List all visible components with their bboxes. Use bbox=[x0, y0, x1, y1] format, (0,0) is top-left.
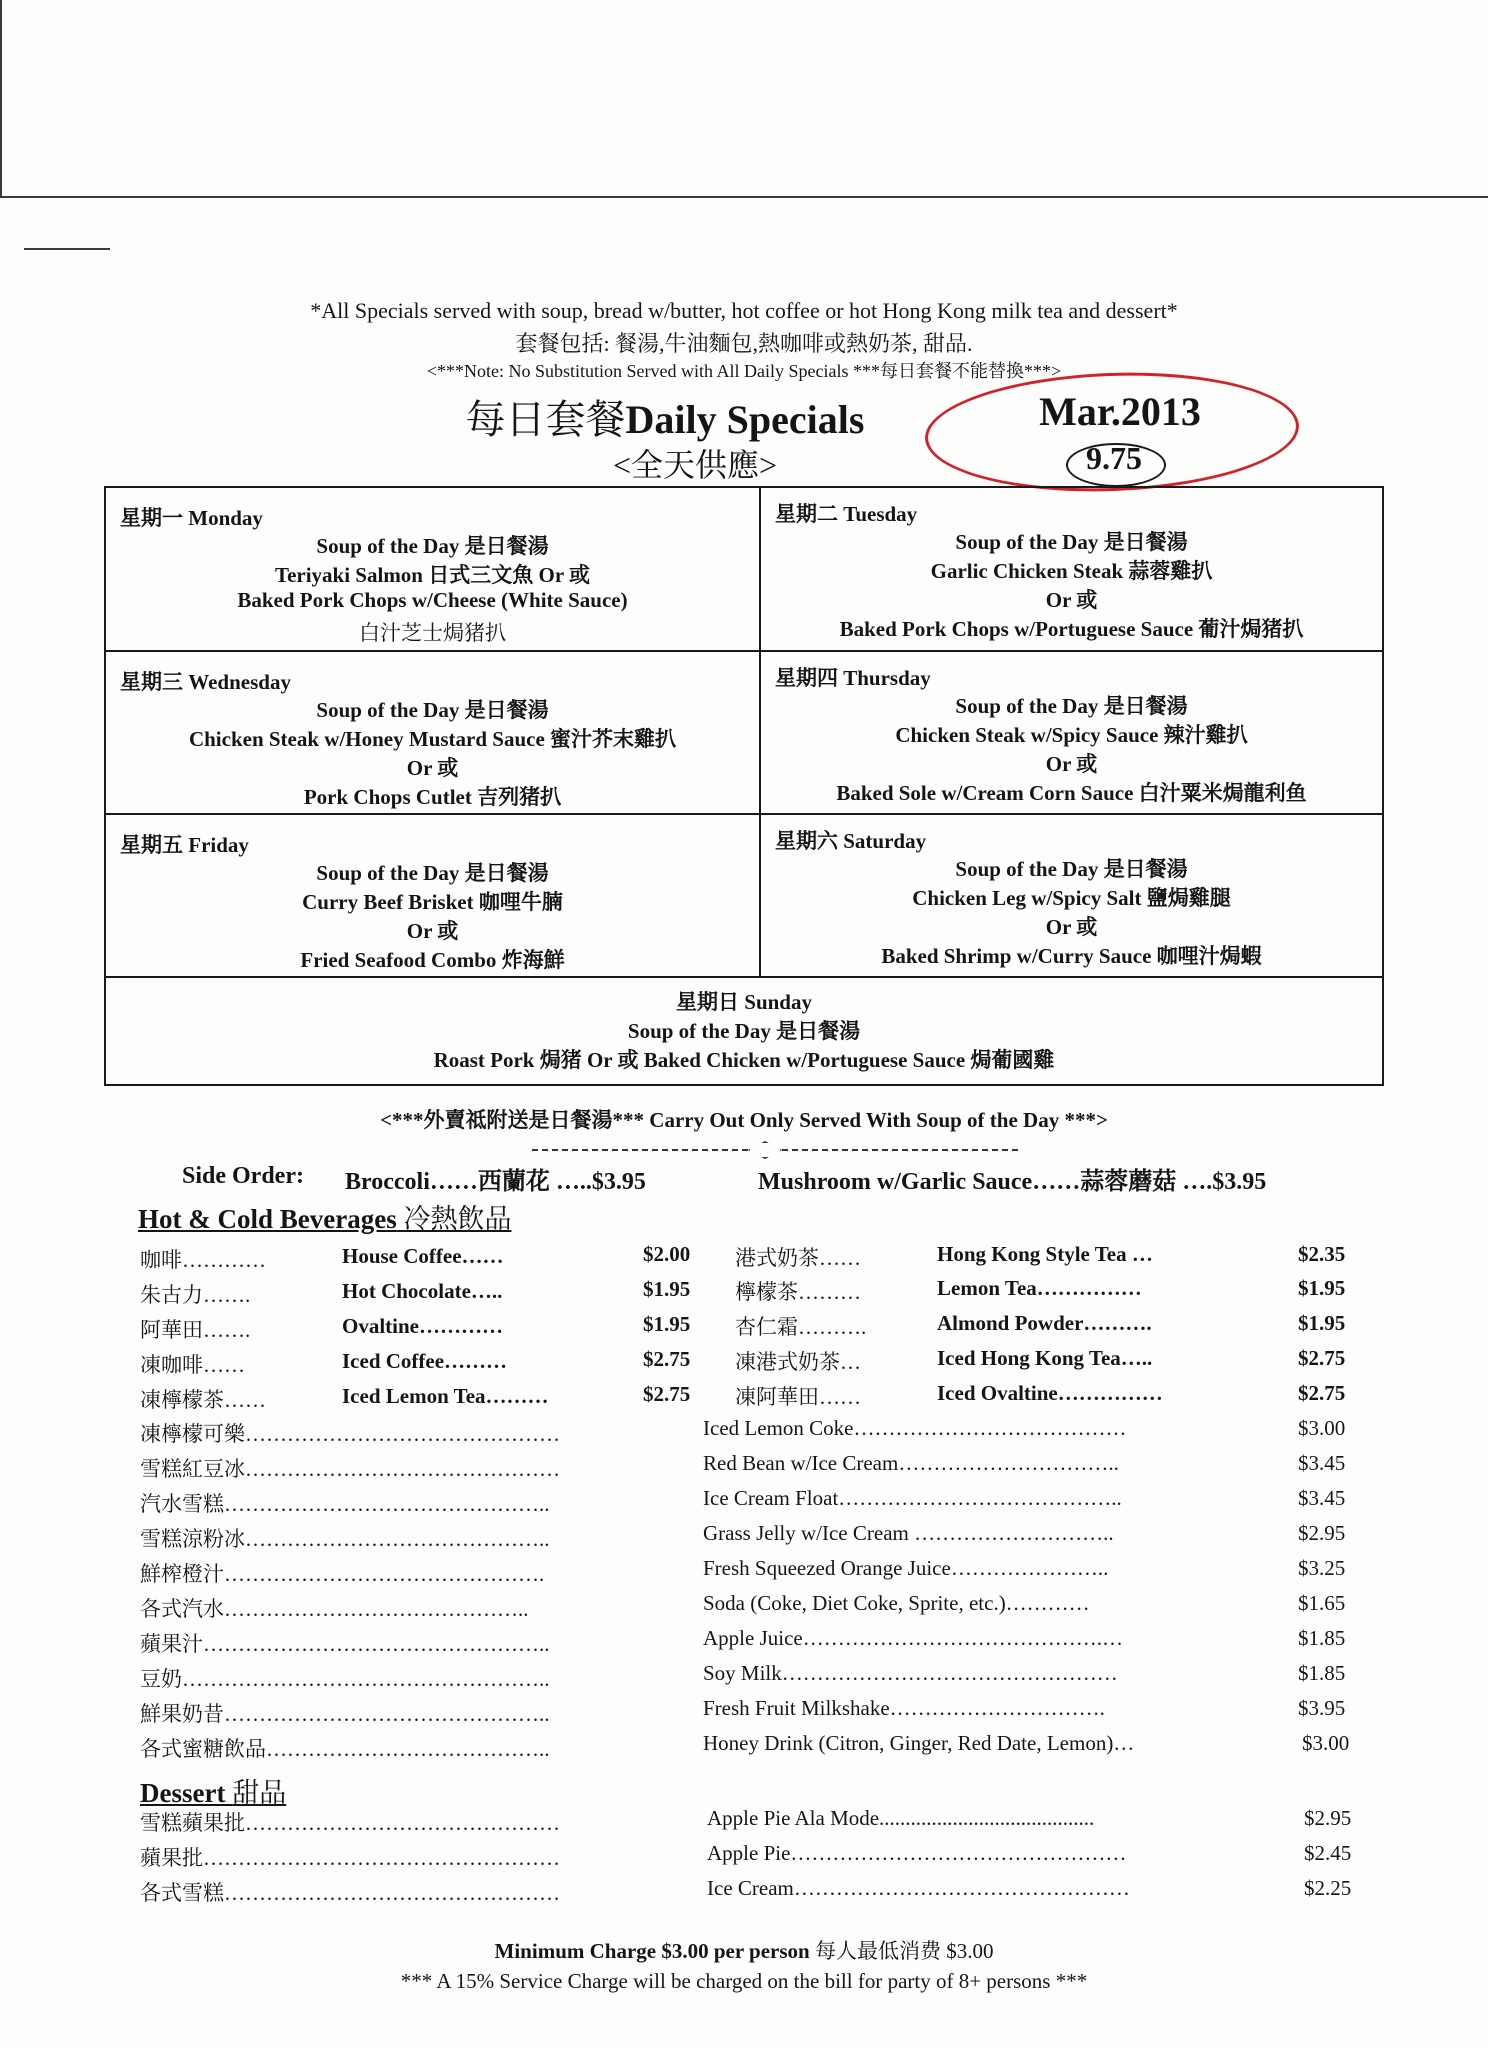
beverage-price: $2.75 bbox=[1298, 1346, 1346, 1370]
beverage-cn: 鮮榨橙汁………………………………………. bbox=[140, 1562, 545, 1586]
beverage-cn: 凍阿華田…… bbox=[735, 1385, 861, 1409]
special-line: Chicken Steak w/Spicy Sauce 辣汁雞扒 bbox=[895, 723, 1248, 747]
special-thursday bbox=[761, 652, 1382, 813]
day-label: 星期日 Sunday bbox=[676, 990, 812, 1014]
beverage-en: Iced Lemon Tea……… bbox=[342, 1384, 549, 1408]
special-line: Or 或 bbox=[1045, 588, 1098, 612]
special-line: Pork Chops Cutlet 吉列猪扒 bbox=[303, 785, 562, 809]
special-line: Or 或 bbox=[1045, 915, 1098, 939]
beverage-cn: 鮮果奶昔……………………………………….. bbox=[140, 1702, 550, 1726]
beverage-en: Fresh Squeezed Orange Juice………………….. bbox=[703, 1556, 1109, 1580]
beverage-cn: 阿華田……. bbox=[140, 1318, 251, 1342]
beverage-en: Fresh Fruit Milkshake…………………………. bbox=[703, 1696, 1105, 1720]
beverage-price: $2.75 bbox=[1298, 1381, 1346, 1405]
special-line: Or 或 bbox=[406, 919, 459, 943]
dessert-price: $2.95 bbox=[1304, 1806, 1352, 1830]
dessert-heading-cn: 甜品 bbox=[232, 1778, 287, 1808]
special-line: Baked Pork Chops w/Portuguese Sauce 葡汁焗猪扒 bbox=[839, 617, 1304, 641]
beverage-price: $3.00 bbox=[1298, 1416, 1346, 1440]
special-friday bbox=[106, 815, 759, 976]
beverage-cn: 豆奶…………………………………………….. bbox=[140, 1667, 550, 1691]
beverage-price: $2.35 bbox=[1298, 1242, 1346, 1266]
intro-line-3: <***Note: No Substitution Served with All Daily Specials ***每日套餐不能替換***> bbox=[426, 361, 1062, 381]
beverage-price: $3.00 bbox=[1302, 1731, 1350, 1755]
beverage-price: $1.95 bbox=[643, 1277, 691, 1301]
dessert-price: $2.25 bbox=[1304, 1876, 1352, 1900]
beverage-price: $1.95 bbox=[643, 1312, 691, 1336]
beverages-heading-cn: 冷熱飲品 bbox=[403, 1204, 512, 1234]
scan-edge-line bbox=[0, 196, 1488, 198]
beverage-en: Iced Ovaltine…………… bbox=[937, 1381, 1163, 1405]
special-line: Soup of the Day 是日餐湯 bbox=[955, 857, 1188, 881]
beverage-price: $1.85 bbox=[1298, 1626, 1346, 1650]
beverage-en: Iced Coffee……… bbox=[342, 1349, 508, 1373]
special-line: Soup of the Day 是日餐湯 bbox=[316, 861, 549, 885]
special-line: Soup of the Day 是日餐湯 bbox=[955, 694, 1188, 718]
special-line: Or 或 bbox=[406, 756, 459, 780]
special-tuesday bbox=[761, 488, 1382, 650]
beverage-price: $2.75 bbox=[643, 1382, 691, 1406]
special-line: Or 或 bbox=[1045, 752, 1098, 776]
beverage-en: Ice Cream Float………………………………….. bbox=[703, 1486, 1122, 1510]
beverages-heading-en: Hot & Cold Beverages bbox=[138, 1204, 397, 1234]
beverage-price: $1.85 bbox=[1298, 1661, 1346, 1685]
beverage-price: $3.25 bbox=[1298, 1556, 1346, 1580]
special-monday bbox=[106, 488, 759, 650]
dessert-cn: 雪糕蘋果批……………………………………… bbox=[140, 1811, 560, 1835]
special-line: 白汁芝士焗猪扒 bbox=[359, 621, 506, 645]
dessert-heading-en: Dessert bbox=[140, 1778, 226, 1808]
dessert-cn: 蘋果批…………………………………………… bbox=[140, 1846, 560, 1870]
month-label: Mar.2013 bbox=[1039, 389, 1201, 434]
beverage-en: Hong Kong Style Tea … bbox=[937, 1242, 1153, 1266]
dessert-price: $2.45 bbox=[1304, 1841, 1352, 1865]
day-label: 星期六 Saturday bbox=[775, 829, 927, 853]
title-cn: 每日套餐 bbox=[465, 397, 626, 442]
minimum-charge-cn: 每人最低消费 $3.00 bbox=[814, 1939, 994, 1963]
beverage-en: Iced Lemon Coke………………………………… bbox=[703, 1416, 1127, 1440]
beverage-cn: 各式蜜糖飲品………………………………….. bbox=[140, 1737, 550, 1761]
scan-mark bbox=[24, 248, 110, 250]
special-line: Teriyaki Salmon 日式三文魚 Or 或 bbox=[274, 563, 591, 587]
special-wednesday bbox=[106, 652, 759, 813]
intro-line-1: *All Specials served with soup, bread w/butter, hot coffee or hot Hong Kong milk tea and dessert* bbox=[310, 298, 1178, 323]
side-order-item: Mushroom w/Garlic Sauce……蒜蓉蘑菇 ….$3.95 bbox=[758, 1169, 1267, 1195]
beverage-en: Red Bean w/Ice Cream………………………….. bbox=[703, 1451, 1119, 1475]
beverage-cn: 凍檸檬茶…… bbox=[140, 1388, 266, 1412]
beverage-cn: 凍港式奶茶… bbox=[735, 1350, 861, 1374]
dessert-en: Ice Cream………………………………………… bbox=[707, 1876, 1130, 1900]
beverage-en: House Coffee…… bbox=[342, 1244, 504, 1268]
beverage-cn: 檸檬茶……… bbox=[735, 1280, 861, 1304]
dessert-heading bbox=[140, 1771, 286, 1810]
special-line: Soup of the Day 是日餐湯 bbox=[316, 534, 549, 558]
page-subtitle: <全天供應> bbox=[612, 447, 778, 483]
beverage-en: Iced Hong Kong Tea….. bbox=[937, 1346, 1153, 1370]
dessert-en: Apple Pie………………………………………… bbox=[707, 1841, 1127, 1865]
beverage-cn: 杏仁霜………. bbox=[735, 1315, 867, 1339]
beverage-en: Soda (Coke, Diet Coke, Sprite, etc.)………… bbox=[703, 1591, 1090, 1615]
beverages-heading bbox=[138, 1197, 511, 1236]
beverage-cn: 蘋果汁………………………………………….. bbox=[140, 1632, 550, 1656]
daily-specials-table bbox=[104, 486, 1384, 1086]
scan-edge-line-left bbox=[0, 0, 2, 198]
special-line: Soup of the Day 是日餐湯 bbox=[627, 1019, 861, 1043]
beverage-cn: 咖啡………… bbox=[140, 1248, 266, 1272]
beverage-price: $3.45 bbox=[1298, 1451, 1346, 1475]
special-line: Soup of the Day 是日餐湯 bbox=[316, 698, 549, 722]
beverage-price: $1.65 bbox=[1298, 1591, 1346, 1615]
divider-diamond-icon bbox=[748, 1141, 782, 1159]
beverage-price: $2.95 bbox=[1298, 1521, 1346, 1545]
beverage-en: Apple Juice…………………………………….… bbox=[703, 1626, 1123, 1650]
beverage-cn: 汽水雪糕……………………………………….. bbox=[140, 1492, 550, 1516]
day-label: 星期三 Wednesday bbox=[120, 670, 291, 694]
special-line: Baked Pork Chops w/Cheese (White Sauce) bbox=[237, 588, 628, 612]
intro-line-2: 套餐包括: 餐湯,牛油麵包,熱咖啡或熱奶茶, 甜品. bbox=[515, 331, 973, 356]
day-label: 星期四 Thursday bbox=[775, 666, 931, 690]
special-saturday bbox=[761, 815, 1382, 976]
side-order-label: Side Order: bbox=[182, 1163, 304, 1189]
special-line: Curry Beef Brisket 咖哩牛腩 bbox=[302, 890, 563, 914]
beverage-price: $3.95 bbox=[1298, 1696, 1346, 1720]
beverage-price: $2.00 bbox=[643, 1242, 691, 1266]
special-sunday bbox=[106, 978, 1382, 1084]
beverage-cn: 雪糕紅豆冰……………………………………… bbox=[140, 1457, 560, 1481]
beverage-cn: 港式奶茶…… bbox=[735, 1246, 861, 1270]
dessert-cn: 各式雪糕………………………………………… bbox=[140, 1881, 560, 1905]
title-en: Daily Specials bbox=[625, 397, 865, 442]
beverage-en: Lemon Tea…………… bbox=[937, 1276, 1142, 1300]
beverage-en: Soy Milk………………………………………… bbox=[703, 1661, 1118, 1685]
beverage-en: Honey Drink (Citron, Ginger, Red Date, Lemon)… bbox=[703, 1731, 1135, 1755]
day-label: 星期一 Monday bbox=[120, 506, 263, 530]
beverage-price: $2.75 bbox=[643, 1347, 691, 1371]
special-line: Garlic Chicken Steak 蒜蓉雞扒 bbox=[930, 559, 1213, 583]
beverage-en: Grass Jelly w/Ice Cream ……………………….. bbox=[703, 1521, 1114, 1545]
service-charge-note: *** A 15% Service Charge will be charged on the bill for party of 8+ persons *** bbox=[400, 1969, 1088, 1993]
special-price: 9.75 bbox=[1086, 440, 1142, 476]
beverage-cn: 凍檸檬可樂……………………………………… bbox=[140, 1422, 560, 1446]
beverage-en: Hot Chocolate….. bbox=[342, 1279, 503, 1303]
carry-out-note: <***外賣祗附送是日餐湯*** Carry Out Only Served With Soup of the Day ***> bbox=[380, 1108, 1108, 1132]
beverage-cn: 各式汽水…………………………………….. bbox=[140, 1597, 529, 1621]
special-line: Roast Pork 焗猪 Or 或 Baked Chicken w/Portuguese Sauce 焗葡國雞 bbox=[433, 1048, 1055, 1072]
beverage-en: Almond Powder………. bbox=[937, 1311, 1152, 1335]
minimum-charge-en: Minimum Charge $3.00 per person bbox=[494, 1939, 810, 1963]
special-line: Fried Seafood Combo 炸海鮮 bbox=[300, 948, 565, 972]
minimum-charge bbox=[0, 1935, 1488, 1965]
beverage-cn: 雪糕涼粉冰…………………………………….. bbox=[140, 1527, 550, 1551]
special-line: Chicken Leg w/Spicy Salt 鹽焗雞腿 bbox=[912, 886, 1231, 910]
day-label: 星期五 Friday bbox=[120, 833, 249, 857]
day-label: 星期二 Tuesday bbox=[775, 502, 918, 526]
page-title bbox=[430, 388, 900, 445]
special-line: Soup of the Day 是日餐湯 bbox=[955, 530, 1188, 554]
dessert-en: Apple Pie Ala Mode......................................... bbox=[707, 1806, 1095, 1830]
side-order-item: Broccoli……西蘭花 …..$3.95 bbox=[345, 1169, 646, 1195]
beverage-price: $1.95 bbox=[1298, 1311, 1346, 1335]
beverage-price: $1.95 bbox=[1298, 1276, 1346, 1300]
beverage-cn: 朱古力……. bbox=[140, 1283, 251, 1307]
beverage-price: $3.45 bbox=[1298, 1486, 1346, 1510]
special-line: Baked Sole w/Cream Corn Sauce 白汁粟米焗龍利鱼 bbox=[836, 781, 1307, 805]
beverage-en: Ovaltine………… bbox=[342, 1314, 503, 1338]
special-line: Chicken Steak w/Honey Mustard Sauce 蜜汁芥末雞扒 bbox=[188, 727, 677, 751]
special-line: Baked Shrimp w/Curry Sauce 咖哩汁焗蝦 bbox=[881, 944, 1262, 968]
beverage-cn: 凍咖啡…… bbox=[140, 1353, 245, 1377]
